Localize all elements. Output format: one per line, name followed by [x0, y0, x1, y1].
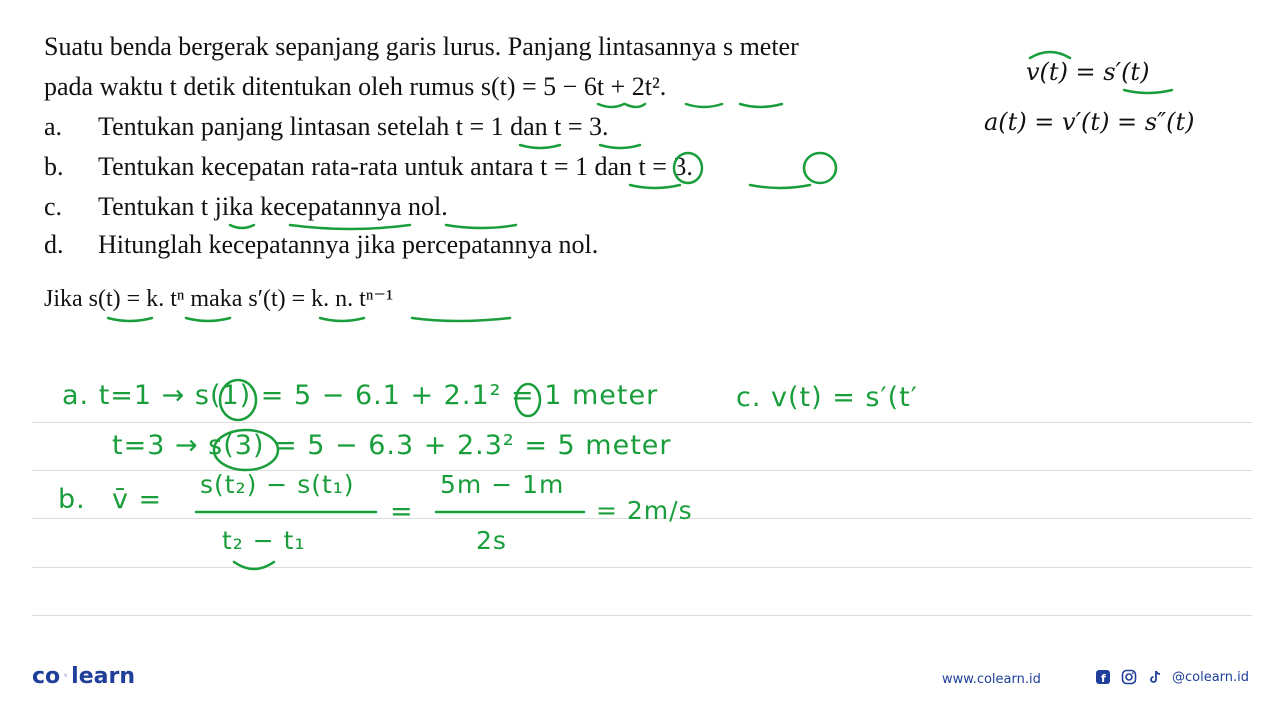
- social-links: [1094, 668, 1249, 686]
- derivative-rule: Jika s(t) = k. tⁿ maka s′(t) = k. n. tⁿ⁻¹: [44, 286, 394, 312]
- question-a: [44, 112, 609, 142]
- handwritten-answer-a-2: t=3 → s(3) = 5 − 6.3 + 2.3² = 5 meter: [112, 430, 672, 461]
- instagram-icon: [1120, 668, 1138, 686]
- circle-mark: [804, 153, 836, 183]
- logo-text-right: learn: [71, 664, 135, 689]
- underline-mark: [625, 104, 645, 107]
- underline-mark: [1124, 90, 1172, 93]
- question-text: Tentukan panjang lintasan setelah t = 1 dan t = 3.: [98, 112, 609, 141]
- underline-mark: [520, 145, 560, 148]
- underline-mark: [740, 104, 782, 107]
- velocity-formula: v(t) = s′(t): [1026, 58, 1150, 86]
- question-text: Tentukan kecepatan rata-rata untuk antara t = 1 dan t = 3.: [98, 152, 693, 181]
- question-letter: c.: [44, 192, 63, 221]
- facebook-icon: [1094, 668, 1112, 686]
- ruled-line: [32, 567, 1252, 568]
- question-letter: b.: [44, 152, 64, 181]
- tiktok-icon: [1146, 668, 1164, 686]
- handwritten-fraction-denominator-1: t₂ − t₁: [222, 526, 306, 555]
- question-text: Tentukan t jika kecepatannya nol.: [98, 192, 448, 221]
- colearn-logo: [32, 664, 135, 689]
- logo-separator: ·: [62, 664, 70, 689]
- handwritten-equals-1: =: [390, 496, 414, 527]
- underline-mark: [412, 318, 510, 321]
- question-d: [44, 230, 598, 260]
- handwritten-answer-c: c. v(t) = s′(t′: [736, 382, 918, 413]
- acceleration-formula: a(t) = v′(t) = s″(t): [984, 108, 1195, 136]
- underline-mark: [630, 185, 680, 188]
- question-letter: d.: [44, 230, 64, 259]
- question-c: [44, 192, 448, 222]
- handwritten-result: = 2m/s: [596, 496, 693, 525]
- handwritten-fraction-denominator-2: 2s: [476, 526, 507, 555]
- social-handle: @colearn.id: [1172, 669, 1250, 685]
- underline-mark: [686, 104, 722, 107]
- handwritten-fraction-numerator-2: 5m − 1m: [440, 470, 565, 499]
- underline-mark: [750, 185, 810, 188]
- underline-mark: [446, 225, 516, 228]
- handwritten-vbar: v̄ =: [112, 484, 163, 515]
- handwritten-answer-a-1: a. t=1 → s(1) = 5 − 6.1 + 2.1² = 1 meter: [62, 380, 659, 411]
- problem-line-1: Suatu benda bergerak sepanjang garis lurus. Panjang lintasannya s meter: [44, 32, 799, 61]
- underline-mark: [290, 225, 410, 229]
- underline-mark: [320, 318, 364, 321]
- svg-text:f: f: [1101, 672, 1106, 685]
- question-b: [44, 152, 693, 182]
- handwritten-fraction-numerator-1: s(t₂) − s(t₁): [200, 470, 355, 499]
- underline-mark: [230, 225, 254, 228]
- underline-mark: [186, 318, 230, 321]
- website-url: www.colearn.id: [942, 672, 1041, 687]
- underline-mark: [598, 104, 624, 107]
- underline-mark: [600, 145, 640, 148]
- problem-line-2: pada waktu t detik ditentukan oleh rumus s(t) = 5 − 6t + 2t².: [44, 72, 667, 101]
- handwritten-label-b: b.: [58, 484, 86, 515]
- ruled-line: [32, 422, 1252, 423]
- logo-text-left: co: [32, 664, 61, 689]
- question-letter: a.: [44, 112, 63, 141]
- question-text: Hitunglah kecepatannya jika percepatannya nol.: [98, 230, 599, 259]
- underline-mark: [108, 318, 152, 321]
- ruled-line: [32, 615, 1252, 616]
